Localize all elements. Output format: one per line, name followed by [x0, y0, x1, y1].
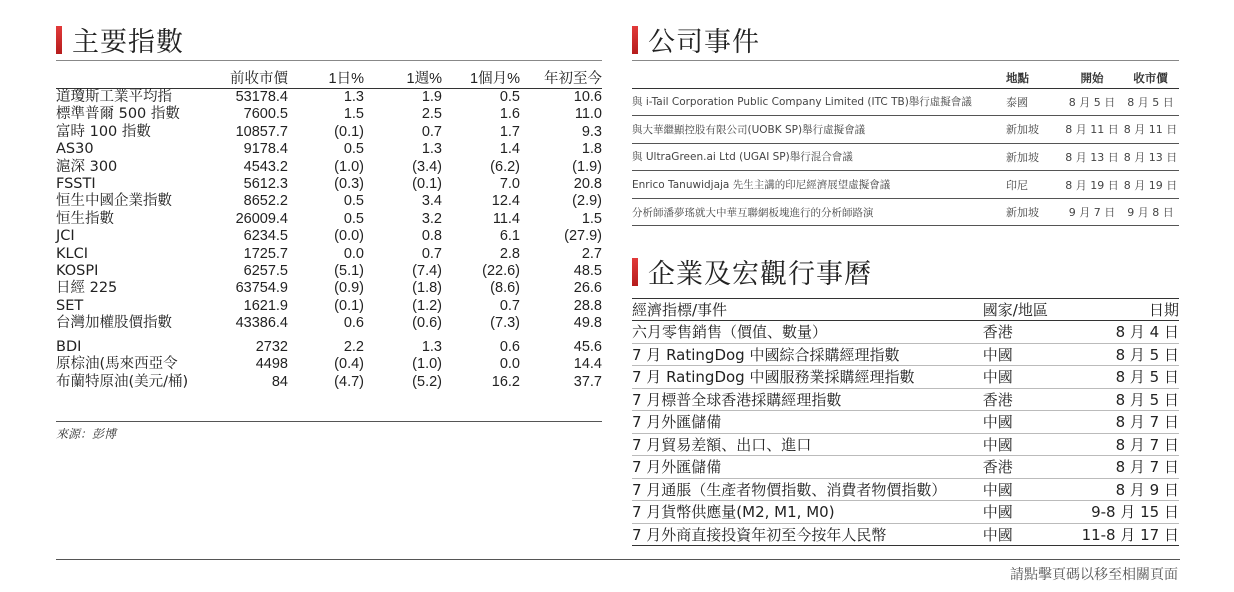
event-start-date: 8 月 13 日	[1062, 143, 1122, 171]
calendar-event: 7 月外匯儲備	[632, 456, 983, 479]
index-1m: 11.4	[492, 210, 520, 227]
index-1w: (1.8)	[412, 280, 442, 297]
calendar-country: 香港	[983, 388, 1082, 411]
commodity-m1: 0.0	[499, 356, 520, 373]
commodity-name: 原棕油(馬來西亞令	[56, 356, 178, 373]
index-1w: 0.7	[421, 245, 442, 262]
index-1w: 3.4	[421, 193, 442, 210]
calendar-country: 香港	[983, 321, 1082, 344]
index-ytd: 1.8	[581, 141, 602, 158]
index-name: 富時 100 指數	[56, 123, 151, 140]
event-end-date: 9 月 8 日	[1122, 198, 1179, 226]
index-close: 10857.7	[235, 123, 288, 140]
calendar-date: 8 月 7 日	[1082, 456, 1179, 479]
index-1m: (7.3)	[490, 315, 520, 332]
commodity-ytd: 14.4	[573, 356, 602, 373]
index-ytd: (2.9)	[572, 193, 602, 210]
index-1d: 1.5	[343, 106, 364, 123]
events-header-location: 地點	[1004, 68, 1062, 88]
index-1m: (6.2)	[490, 158, 520, 175]
calendar-event: 7 月外匯儲備	[632, 411, 983, 434]
event-description: 與大華繼顯控股有限公司(UOBK SP)舉行虛擬會議	[632, 116, 1004, 144]
indices-header-ytd: 年初至今	[520, 72, 602, 89]
event-start-date: 8 月 5 日	[1062, 88, 1122, 116]
index-1d: (0.1)	[334, 123, 364, 140]
index-1w: (1.2)	[412, 297, 442, 314]
index-close: 9178.4	[243, 141, 288, 158]
index-close: 1621.9	[243, 297, 288, 314]
commodity-close: 4498	[255, 356, 288, 373]
calendar-header-date: 日期	[1082, 299, 1179, 321]
index-1m: 2.8	[499, 245, 520, 262]
calendar-date: 9-8 月 15 日	[1082, 501, 1179, 524]
index-name: AS30	[56, 141, 94, 158]
calendar-row	[632, 321, 1179, 344]
indices-bottom-rule	[56, 421, 602, 422]
calendar-date: 8 月 7 日	[1082, 411, 1179, 434]
index-name: SET	[56, 297, 84, 314]
calendar-country: 中國	[983, 433, 1082, 456]
index-ytd: 11.0	[574, 106, 602, 123]
index-1w: 3.2	[421, 210, 442, 227]
index-row	[56, 211, 602, 228]
index-name: 恒生中國企業指數	[56, 193, 172, 210]
page-navigation-hint[interactable]: 請點擊頁碼以移至相關頁面	[1010, 567, 1178, 583]
event-location: 新加坡	[1004, 143, 1062, 171]
index-1w: 1.9	[421, 89, 442, 105]
index-close: 6234.5	[243, 228, 288, 245]
calendar-section-title	[632, 252, 872, 291]
commodity-w1: (1.0)	[412, 356, 442, 373]
index-1d: 0.6	[343, 315, 364, 332]
commodity-w1: 1.3	[421, 338, 442, 355]
calendar-country: 中國	[983, 366, 1082, 389]
source-note: 來源：彭博	[56, 427, 117, 441]
calendar-row	[632, 478, 1179, 501]
indices-title-text: 主要指數	[72, 27, 184, 58]
event-start-date: 9 月 7 日	[1062, 198, 1122, 226]
calendar-row	[632, 411, 1179, 434]
section-marker	[632, 26, 638, 54]
index-ytd: (1.9)	[572, 158, 602, 175]
section-marker	[632, 258, 638, 286]
index-1d: 0.0	[343, 245, 364, 262]
index-row	[56, 124, 602, 141]
footer-rule	[56, 559, 1180, 560]
indices-header-name	[56, 72, 216, 89]
calendar-date: 8 月 5 日	[1082, 343, 1179, 366]
index-close: 6257.5	[243, 263, 288, 280]
events-header-desc	[632, 68, 1004, 88]
event-start-date: 8 月 19 日	[1062, 171, 1122, 199]
index-name: 恒生指數	[56, 210, 114, 227]
index-1d: (0.0)	[334, 228, 364, 245]
index-1d: (0.9)	[334, 280, 364, 297]
event-location: 新加坡	[1004, 116, 1062, 144]
event-description: 與 UltraGreen.ai Ltd (UGAI SP)舉行混合會議	[632, 143, 1004, 171]
index-1m: 1.4	[499, 141, 520, 158]
index-1d: (0.1)	[334, 297, 364, 314]
calendar-event: 7 月 RatingDog 中國服務業採購經理指數	[632, 366, 983, 389]
index-close: 26009.4	[235, 210, 288, 227]
events-header-end: 收市價	[1122, 68, 1179, 88]
calendar-row	[632, 433, 1179, 456]
event-row	[632, 143, 1179, 171]
calendar-country: 中國	[983, 343, 1082, 366]
calendar-date: 8 月 5 日	[1082, 388, 1179, 411]
commodity-close: 2732	[255, 338, 288, 355]
index-close: 7600.5	[243, 106, 288, 123]
commodity-d1: (4.7)	[334, 373, 364, 390]
index-1w: 1.3	[421, 141, 442, 158]
calendar-country: 中國	[983, 478, 1082, 501]
index-1d: (5.1)	[334, 263, 364, 280]
event-description: Enrico Tanuwidjaja 先生主講的印尼經濟展望虛擬會議	[632, 171, 1004, 199]
events-header-row	[632, 68, 1179, 88]
index-close: 5612.3	[243, 176, 288, 193]
calendar-event: 六月零售銷售（價值、數量）	[632, 321, 983, 344]
index-row	[56, 246, 602, 263]
index-1d: 1.3	[343, 89, 364, 105]
calendar-table	[632, 298, 1179, 546]
commodity-m1: 0.6	[499, 338, 520, 355]
commodity-d1: 2.2	[343, 338, 364, 355]
commodity-w1: (5.2)	[412, 373, 442, 390]
index-1w: 2.5	[421, 106, 442, 123]
section-marker	[56, 26, 62, 54]
index-row	[56, 298, 602, 315]
event-end-date: 8 月 5 日	[1122, 88, 1179, 116]
commodity-name: 布蘭特原油(美元/桶)	[56, 373, 189, 390]
calendar-row	[632, 366, 1179, 389]
index-1w: (3.4)	[412, 158, 442, 175]
calendar-date: 11-8 月 17 日	[1082, 523, 1179, 546]
calendar-country: 香港	[983, 456, 1082, 479]
index-1m: 0.5	[499, 89, 520, 105]
index-close: 43386.4	[235, 315, 288, 332]
indices-header-1w: 1週%	[364, 72, 442, 89]
event-location: 泰國	[1004, 88, 1062, 116]
event-end-date: 8 月 13 日	[1122, 143, 1179, 171]
commodity-m1: 16.2	[491, 373, 520, 390]
calendar-row	[632, 388, 1179, 411]
indices-header-1m: 1個月%	[442, 72, 520, 89]
event-description: 分析師潘夢瑤就大中華互聯網板塊進行的分析師路演	[632, 198, 1004, 226]
index-name: FSSTI	[56, 176, 96, 193]
calendar-row	[632, 456, 1179, 479]
index-1w: (0.6)	[412, 315, 442, 332]
calendar-row	[632, 523, 1179, 546]
index-close: 8652.2	[243, 193, 288, 210]
index-name: KOSPI	[56, 263, 99, 280]
index-1d: (0.3)	[334, 176, 364, 193]
index-1d: 0.5	[343, 210, 364, 227]
commodity-ytd: 37.7	[573, 373, 602, 390]
index-row	[56, 280, 602, 297]
index-name: 日經 225	[56, 280, 118, 297]
events-header-start: 開始	[1062, 68, 1122, 88]
calendar-country: 中國	[983, 523, 1082, 546]
index-row	[56, 176, 602, 193]
index-ytd: (27.9)	[564, 228, 602, 245]
index-row	[56, 159, 602, 176]
index-name: KLCI	[56, 245, 88, 262]
index-1m: 12.4	[491, 193, 520, 210]
index-ytd: 26.6	[573, 280, 602, 297]
index-1m: (22.6)	[482, 263, 520, 280]
indices-section-title	[56, 20, 184, 59]
calendar-header-country: 國家/地區	[983, 299, 1082, 321]
index-name: 台灣加權股價指數	[56, 315, 172, 332]
index-ytd: 28.8	[573, 297, 602, 314]
index-name: 道瓊斯工業平均指	[56, 89, 172, 105]
event-row	[632, 88, 1179, 116]
index-row	[56, 315, 602, 332]
index-1d: (1.0)	[334, 158, 364, 175]
calendar-event: 7 月外商直接投資年初至今按年人民幣	[632, 523, 983, 546]
index-ytd: 1.5	[581, 210, 602, 227]
index-close: 53178.4	[235, 89, 288, 105]
calendar-date: 8 月 9 日	[1082, 478, 1179, 501]
index-1m: 7.0	[499, 176, 520, 193]
index-1w: (7.4)	[412, 263, 442, 280]
event-start-date: 8 月 11 日	[1062, 116, 1122, 144]
index-1m: 0.7	[499, 297, 520, 314]
commodity-ytd: 45.6	[573, 338, 602, 355]
index-1m: 1.6	[499, 106, 520, 123]
index-1m: 6.1	[499, 228, 520, 245]
index-close: 4543.2	[243, 158, 288, 175]
calendar-event: 7 月貨幣供應量(M2, M1, M0)	[632, 501, 983, 524]
calendar-country: 中國	[983, 501, 1082, 524]
index-row	[56, 141, 602, 158]
events-title-rule	[632, 60, 1179, 61]
commodity-row	[56, 374, 602, 391]
index-ytd: 9.3	[581, 123, 602, 140]
calendar-header-event: 經濟指標/事件	[632, 299, 983, 321]
calendar-event: 7 月貿易差額、出口、進口	[632, 433, 983, 456]
index-row	[56, 228, 602, 245]
indices-header-close: 前收市價	[216, 72, 288, 89]
index-name: 滬深 300	[56, 158, 118, 175]
calendar-event: 7 月通脹（生產者物價指數、消費者物價指數）	[632, 478, 983, 501]
event-location: 印尼	[1004, 171, 1062, 199]
index-row	[56, 193, 602, 210]
calendar-row	[632, 501, 1179, 524]
commodity-name: BDI	[56, 338, 82, 355]
index-1d: 0.5	[343, 141, 364, 158]
indices-table	[56, 72, 602, 391]
index-1w: 0.8	[421, 228, 442, 245]
calendar-date: 8 月 4 日	[1082, 321, 1179, 344]
calendar-event: 7 月 RatingDog 中國綜合採購經理指數	[632, 343, 983, 366]
index-name: JCI	[56, 228, 75, 245]
commodity-row	[56, 356, 602, 373]
index-1w: 0.7	[421, 123, 442, 140]
event-description: 與 i-Tail Corporation Public Company Limited (ITC TB)舉行虛擬會議	[632, 88, 1004, 116]
index-row	[56, 89, 602, 107]
event-end-date: 8 月 11 日	[1122, 116, 1179, 144]
calendar-date: 8 月 7 日	[1082, 433, 1179, 456]
index-ytd: 10.6	[573, 89, 602, 105]
index-close: 63754.9	[235, 280, 288, 297]
index-ytd: 20.8	[573, 176, 602, 193]
indices-title-rule	[56, 60, 602, 61]
indices-header-row	[56, 72, 602, 89]
calendar-title-text: 企業及宏觀行事曆	[648, 259, 872, 290]
indices-header-1d: 1日%	[288, 72, 364, 89]
event-location: 新加坡	[1004, 198, 1062, 226]
index-1m: 1.7	[499, 123, 520, 140]
events-section-title	[632, 20, 760, 59]
event-end-date: 8 月 19 日	[1122, 171, 1179, 199]
event-row	[632, 198, 1179, 226]
index-1w: (0.1)	[412, 176, 442, 193]
index-ytd: 2.7	[581, 245, 602, 262]
events-title-text: 公司事件	[648, 27, 760, 58]
index-1d: 0.5	[343, 193, 364, 210]
event-row	[632, 171, 1179, 199]
calendar-header-row	[632, 299, 1179, 321]
index-1m: (8.6)	[490, 280, 520, 297]
calendar-row	[632, 343, 1179, 366]
index-name: 標準普爾 500 指數	[56, 106, 180, 123]
index-ytd: 49.8	[573, 315, 602, 332]
calendar-date: 8 月 5 日	[1082, 366, 1179, 389]
commodity-row	[56, 333, 602, 356]
commodity-close: 84	[271, 373, 288, 390]
calendar-event: 7 月標普全球香港採購經理指數	[632, 388, 983, 411]
event-row	[632, 116, 1179, 144]
index-row	[56, 263, 602, 280]
index-ytd: 48.5	[573, 263, 602, 280]
index-close: 1725.7	[243, 245, 288, 262]
calendar-country: 中國	[983, 411, 1082, 434]
commodity-d1: (0.4)	[334, 356, 364, 373]
index-row	[56, 106, 602, 123]
events-table	[632, 68, 1179, 226]
